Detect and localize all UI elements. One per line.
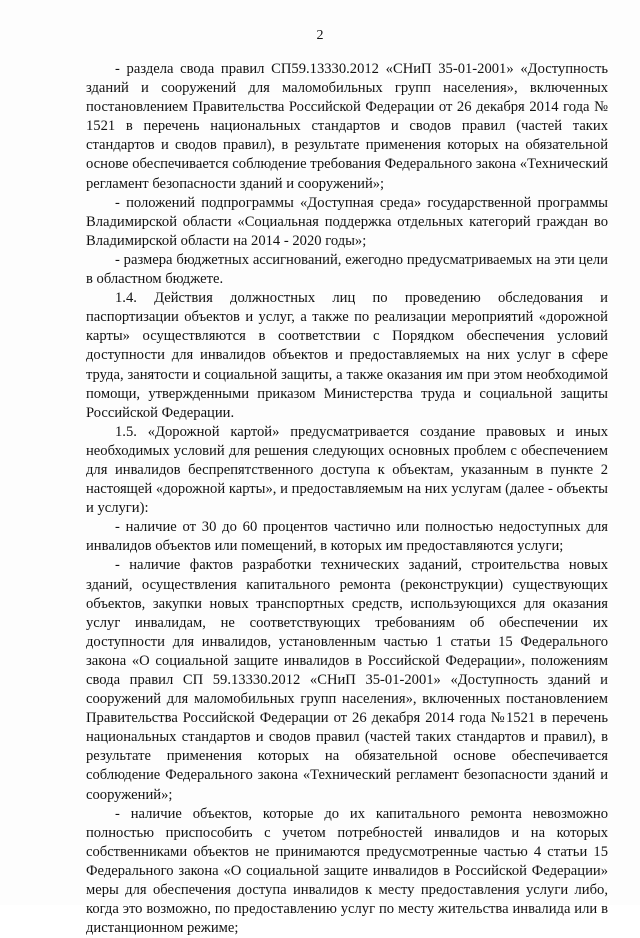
paragraph-capital-repair: - наличие объектов, которые до их капитального ремонта невозможно полностью приспособить с учетом потребностей инвалидов и на которых собственниками объектов не принимаются предусмотренные частью 4 статьи 15 Федерального закона «О социальной защите инвалидов в Российской Федерации» меры для обеспечения доступа инвалидов к месту предоставления услуги либо, когда это возможно, по предоставлению услуг по месту жительства инвалида или в дистанционном режиме; [86,805,608,937]
paragraph-subprogram: - положений подпрограммы «Доступная среда» государственной программы Владимирской области «Социальная поддержка отдельных категорий граждан во Владимирской области на 2014 - 2020 годы»; [86,194,608,249]
paragraph-section-1-5: 1.5. «Дорожной картой» предусматривается создание правовых и иных необходимых условий для решения следующих основных проблем с обеспечением для инвалидов беспрепятственного доступа к объектам, указанным в пункте 2 настоящей «дорожной карты», и предоставляемым на них услугам (далее - объекты и услуги): [86,423,608,517]
page-number: 2 [316,28,324,43]
document-body [86,60,608,938]
paragraph-section-1-4: 1.4. Действия должностных лиц по проведению обследования и паспортизации объектов и услуг, а также по реализации мероприятий «дорожной карты» осуществляются в соответствии с Порядком обеспечения условий доступности для инвалидов объектов и предоставляемых на них услуг в сфере труда, занятости и социальной защиты, а также оказания им при этом необходимой помощи, утвержденными приказом Министерства труда и социальной защиты Российской Федерации. [86,290,608,421]
paragraph-inaccessible-objects: - наличие от 30 до 60 процентов частично или полностью недоступных для инвалидов объектов или помещений, в которых им предоставляются услуги; [86,519,608,555]
paragraph-sp-reference: - раздела свода правил СП59.13330.2012 «СНиП 35-01-2001» «Доступность зданий и сооружений для маломобильных групп населения», включенных постановлением Правительства Российской Федерации от 26 декабря 2014 года № 1521 в перечень национальных стандартов и сводов правил (частей таких стандартов и сводов правил), в результате применения которых на обязательной основе обеспечивается соблюдение требования Федерального закона «Технический регламент безопасности зданий и сооружений»; [86,61,608,192]
paragraph-technical-tasks: - наличие фактов разработки технических заданий, строительства новых зданий, осуществления капитального ремонта (реконструкции) существующих объектов, закупки новых транспортных средств, использующихся для оказания услуг инвалидам, не соответствующих требованиям об обеспечении их доступности для инвалидов, установленным частью 1 статьи 15 Федерального закона «О социальной защите инвалидов в Российской Федерации», положениям свода правил СП 59.13330.2012 «СНиП 35-01-2001» «Доступность зданий и сооружений для маломобильных групп населения», включенных постановлением Правительства Российской Федерации от 26 декабря 2014 года №1521 в перечень национальных стандартов и сводов правил (частей таких стандартов и правил), в результате применения которых на обязательной основе обеспечивается соблюдение Федерального закона «Технический регламент безопасности зданий и сооружений»; [86,557,608,803]
paragraph-budget: - размера бюджетных ассигнований, ежегодно предусматриваемых на эти цели в областном бюджете. [86,251,608,288]
